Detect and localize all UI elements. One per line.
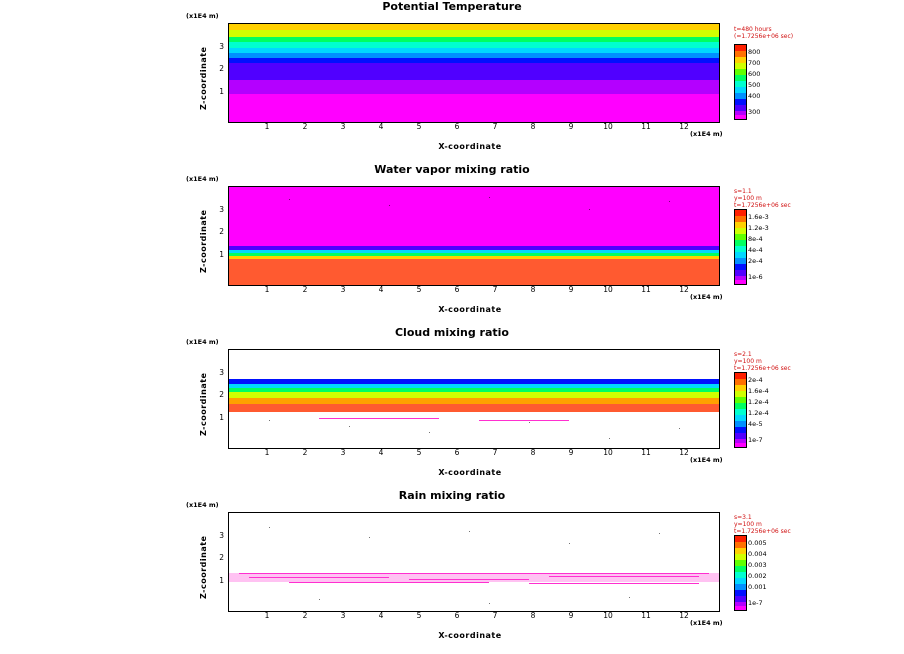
x-tick-label: 10: [603, 448, 613, 457]
y-tick-label: 1: [219, 576, 224, 585]
x-tick-label: 8: [530, 448, 536, 457]
annotation-time: t=480 hours: [734, 26, 772, 33]
annotation-y: y=100 m: [734, 521, 762, 528]
y-tick-label: 3: [219, 42, 224, 51]
x-tick-label: 1: [264, 122, 270, 131]
colorbar-segment: [735, 115, 746, 119]
y-axis-label: Z-coordinate: [199, 535, 208, 599]
x-tick-label: 2: [302, 122, 308, 131]
colorbar-label: 400: [748, 92, 761, 100]
y-units-label: (x1E4 m): [186, 12, 219, 20]
x-tick-label: 11: [641, 611, 651, 620]
x-tick-label: 5: [416, 285, 422, 294]
x-tick-label: 4: [378, 122, 384, 131]
y-tick-label: 1: [219, 250, 224, 259]
colorbar-label: 1.2e-4: [748, 398, 769, 406]
y-units-label: (x1E4 m): [186, 175, 219, 183]
x-tick-label: 2: [302, 448, 308, 457]
colorbar-segment: [735, 280, 746, 284]
x-tick-label: 6: [454, 122, 460, 131]
colorbar-label: 800: [748, 48, 761, 56]
colorbar-segment: [735, 606, 746, 610]
plot-area: [228, 512, 720, 612]
plot-area: [228, 23, 720, 123]
panel-title: Rain mixing ratio: [398, 489, 506, 502]
x-tick-label: 5: [416, 611, 422, 620]
x-tick-label: 11: [641, 122, 651, 131]
colorbar-label: 8e-4: [748, 235, 763, 243]
y-units-label: (x1E4 m): [186, 338, 219, 346]
x-tick-label: 12: [679, 448, 689, 457]
x-tick-label: 7: [492, 448, 498, 457]
x-tick-label: 8: [530, 122, 536, 131]
panel-title: Water vapor mixing ratio: [374, 163, 530, 176]
colorbar-label: 0.002: [748, 572, 767, 580]
colorbar-label: 2e-4: [748, 257, 763, 265]
x-tick-label: 9: [568, 611, 574, 620]
x-tick-label: 2: [302, 611, 308, 620]
colorbar-label: 0.004: [748, 550, 767, 558]
annotation-time: t=1.7256e+06 sec: [734, 365, 791, 372]
colorbar: [734, 535, 747, 611]
colorbar-label: 0.001: [748, 583, 767, 591]
y-tick-label: 2: [219, 64, 224, 73]
colorbar-label: 1e-7: [748, 436, 763, 444]
colorbar-label: 1e-7: [748, 599, 763, 607]
annotation-slice: s=1.1: [734, 188, 752, 195]
y-tick-label: 2: [219, 227, 224, 236]
x-tick-label: 12: [679, 122, 689, 131]
colorbar-label: 1.2e-4: [748, 409, 769, 417]
x-tick-label: 7: [492, 122, 498, 131]
colorbar-label: 1.6e-3: [748, 213, 769, 221]
y-tick-label: 1: [219, 413, 224, 422]
colorbar-label: 2e-4: [748, 376, 763, 384]
x-units-label: (x1E4 m): [690, 130, 723, 138]
annotation-slice: s=2.1: [734, 351, 752, 358]
panel-potential-temperature: [0, 0, 904, 160]
panel-cloud-mixing-ratio: [0, 326, 904, 486]
x-units-label: (x1E4 m): [690, 456, 723, 464]
x-tick-label: 12: [679, 611, 689, 620]
panel-title: Cloud mixing ratio: [394, 326, 509, 339]
y-axis-label: Z-coordinate: [199, 209, 208, 273]
x-axis-label: X-coordinate: [438, 305, 502, 314]
x-tick-label: 6: [454, 285, 460, 294]
panel-water-vapor-mixing-ratio: [0, 163, 904, 323]
x-tick-label: 5: [416, 448, 422, 457]
y-tick-label: 3: [219, 205, 224, 214]
x-tick-label: 1: [264, 285, 270, 294]
x-units-label: (x1E4 m): [690, 293, 723, 301]
layer-band: [229, 80, 719, 94]
annotation-time: t=1.7256e+06 sec: [734, 528, 791, 535]
x-tick-label: 12: [679, 285, 689, 294]
x-tick-label: 4: [378, 448, 384, 457]
x-tick-label: 3: [340, 448, 346, 457]
colorbar-label: 600: [748, 70, 761, 78]
colorbar-label: 700: [748, 59, 761, 67]
colorbar-label: 1.2e-3: [748, 224, 769, 232]
x-tick-label: 10: [603, 611, 613, 620]
colorbar-label: 500: [748, 81, 761, 89]
colorbar: [734, 209, 747, 285]
y-tick-label: 2: [219, 390, 224, 399]
annotation-y: y=100 m: [734, 195, 762, 202]
x-axis-label: X-coordinate: [438, 468, 502, 477]
annotation-slice: s=3.1: [734, 514, 752, 521]
colorbar-segment: [735, 443, 746, 447]
x-tick-label: 11: [641, 285, 651, 294]
x-tick-label: 2: [302, 285, 308, 294]
y-tick-label: 2: [219, 553, 224, 562]
colorbar: [734, 372, 747, 448]
x-tick-label: 9: [568, 285, 574, 294]
x-tick-label: 10: [603, 122, 613, 131]
colorbar-label: 4e-4: [748, 246, 763, 254]
x-tick-label: 7: [492, 285, 498, 294]
x-tick-label: 1: [264, 448, 270, 457]
y-tick-label: 3: [219, 368, 224, 377]
annotation-seconds: (=1.7256e+06 sec): [734, 33, 794, 40]
x-tick-label: 8: [530, 611, 536, 620]
y-axis-label: Z-coordinate: [199, 372, 208, 436]
x-tick-label: 1: [264, 611, 270, 620]
y-tick-label: 1: [219, 87, 224, 96]
x-tick-label: 4: [378, 285, 384, 294]
x-tick-label: 7: [492, 611, 498, 620]
colorbar: [734, 44, 747, 120]
colorbar-label: 1e-6: [748, 273, 763, 281]
y-axis-label: Z-coordinate: [199, 46, 208, 110]
panel-title: Potential Temperature: [382, 0, 522, 13]
colorbar-label: 1.6e-4: [748, 387, 769, 395]
x-tick-label: 3: [340, 285, 346, 294]
layer-band: [229, 94, 719, 122]
x-tick-label: 4: [378, 611, 384, 620]
x-tick-label: 9: [568, 122, 574, 131]
x-tick-label: 8: [530, 285, 536, 294]
x-tick-label: 9: [568, 448, 574, 457]
annotation-time: t=1.7256e+06 sec: [734, 202, 791, 209]
speckle-overlay: [229, 513, 719, 611]
x-tick-label: 11: [641, 448, 651, 457]
annotation-y: y=100 m: [734, 358, 762, 365]
speckle-overlay: [229, 350, 719, 448]
colorbar-label: 300: [748, 108, 761, 116]
x-tick-label: 3: [340, 122, 346, 131]
x-tick-label: 6: [454, 611, 460, 620]
layer-band: [229, 63, 719, 80]
speckle-overlay: [229, 187, 719, 285]
panel-rain-mixing-ratio: [0, 489, 904, 654]
x-axis-label: X-coordinate: [438, 631, 502, 640]
colorbar-label: 4e-5: [748, 420, 763, 428]
x-axis-label: X-coordinate: [438, 142, 502, 151]
colorbar-label: 0.003: [748, 561, 767, 569]
x-units-label: (x1E4 m): [690, 619, 723, 627]
x-tick-label: 5: [416, 122, 422, 131]
y-tick-label: 3: [219, 531, 224, 540]
plot-area: [228, 349, 720, 449]
layer-band: [229, 30, 719, 37]
colorbar-label: 0.005: [748, 539, 767, 547]
y-units-label: (x1E4 m): [186, 501, 219, 509]
x-tick-label: 10: [603, 285, 613, 294]
x-tick-label: 6: [454, 448, 460, 457]
x-tick-label: 3: [340, 611, 346, 620]
plot-area: [228, 186, 720, 286]
